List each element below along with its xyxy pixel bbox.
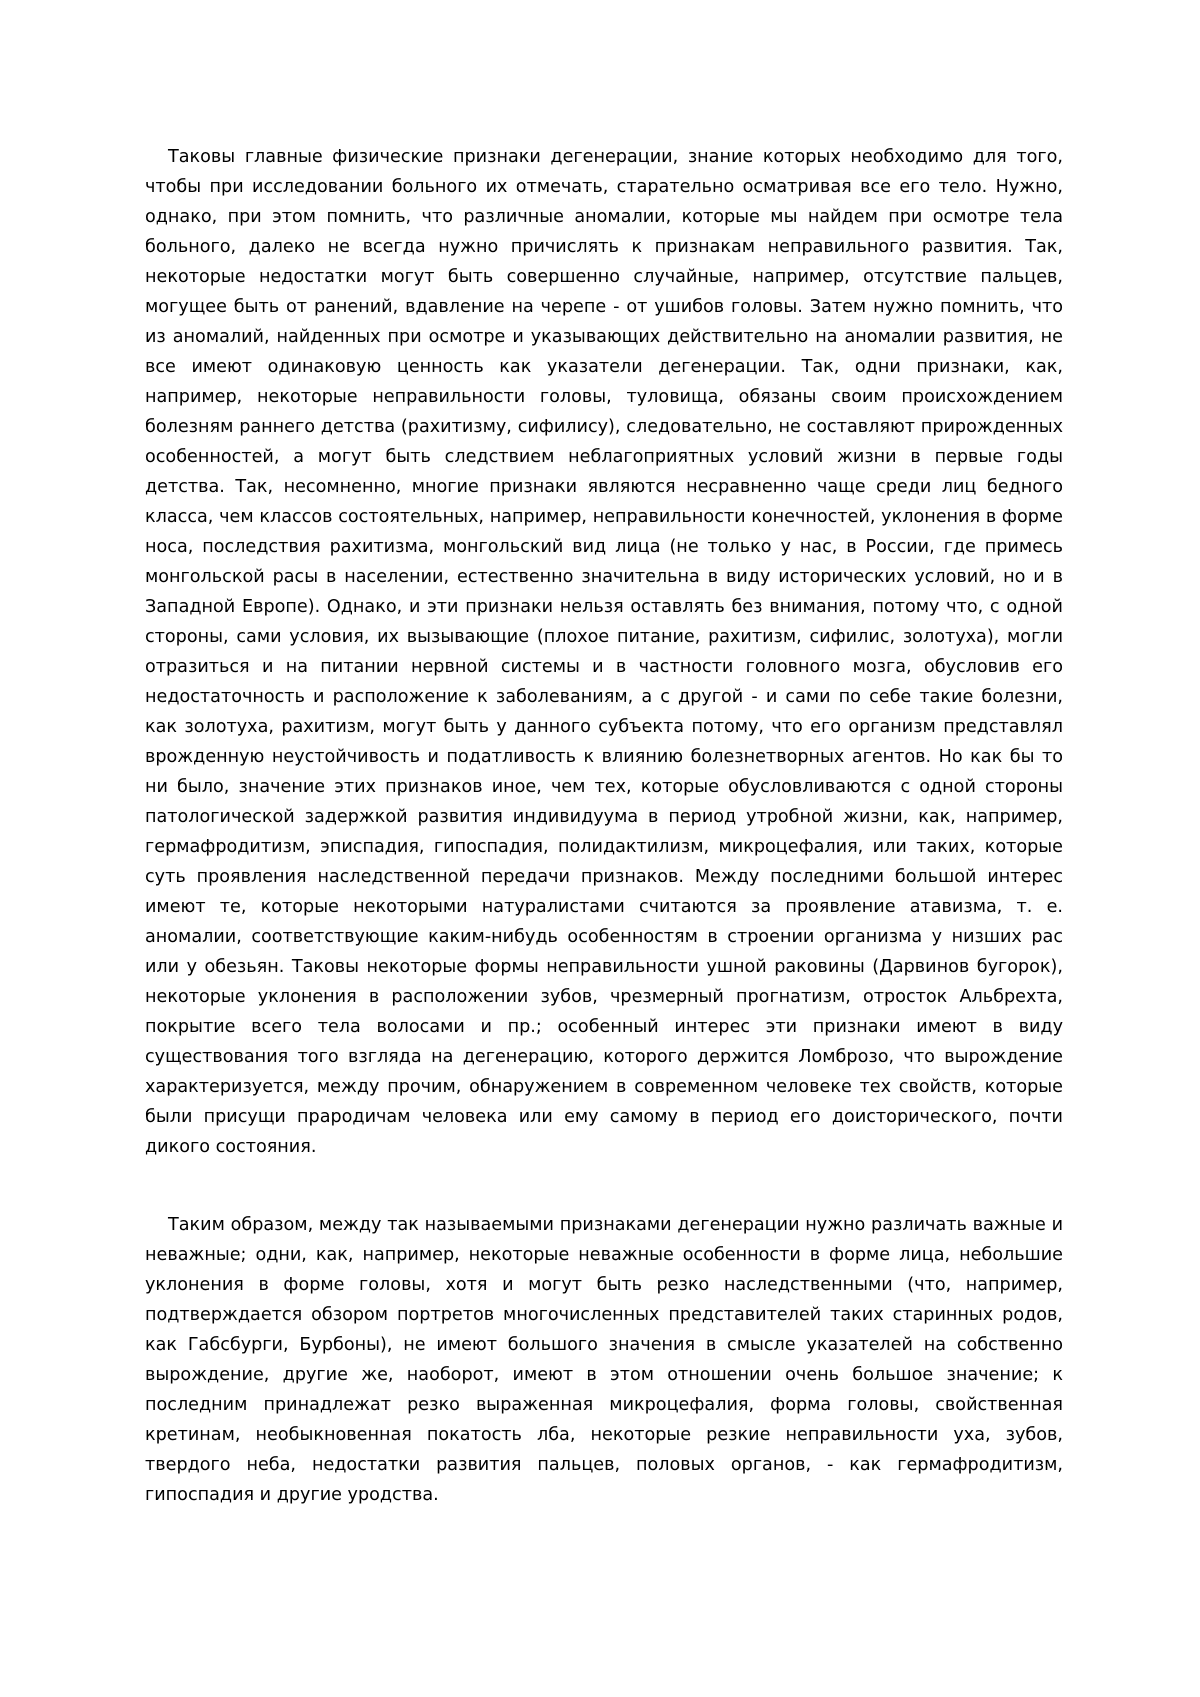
text-block-2 [145, 1210, 1063, 1510]
text-block-1 [145, 142, 1063, 1162]
paragraph-degeneration-signs: Таковы главные физические признаки дегенерации, знание которых необходимо для того, чтобы при исследовании больного их отмечать, старательно осматривая все его тело. Нужно, однако, при этом помнить, что различные аномалии, которые мы найдем при осмотре тела больного, далеко не всегда нужно причислять к признакам неправильного развития. Так, некоторые недостатки могут быть совершенно случайные, например, отсутствие пальцев, могущее быть от ранений, вдавление на черепе - от ушибов головы. Затем нужно помнить, что из аномалий, найденных при осмотре и указывающих действительно на аномалии развития, не все имеют одинаковую ценность как указатели дегенерации. Так, одни признаки, как, например, некоторые неправильности головы, туловища, обязаны своим происхождением болезням раннего детства (рахитизму, сифилису), следовательно, не составляют прирожденных особенностей, а могут быть следствием неблагоприятных условий жизни в первые годы детства. Так, несомненно, многие признаки являются несравненно чаще среди лиц бедного класса, чем классов состоятельных, например, неправильности конечностей, уклонения в форме носа, последствия рахитизма, монгольский вид лица (не только у нас, в России, где примесь монгольской расы в населении, естественно значительна в виду исторических условий, но и в Западной Европе). Однако, и эти признаки нельзя оставлять без внимания, потому что, с одной стороны, сами условия, их вызывающие (плохое питание, рахитизм, сифилис, золотуха), могли отразиться и на питании нервной системы и в частности головного мозга, обусловив его недостаточность и расположение к заболеваниям, а с другой - и сами по себе такие болезни, как золотуха, рахитизм, могут быть у данного субъекта потому, что его организм представлял врожденную неустойчивость и податливость к влиянию болезнетворных агентов. Но как бы то ни было, значение этих признаков иное, чем тех, которые обусловливаются с одной стороны патологической задержкой развития индивидуума в период утробной жизни, как, например, гермафродитизм, эписпадия, гипоспадия, полидактилизм, микроцефалия, или таких, которые суть проявления наследственной передачи признаков. Между последними большой интерес имеют те, которые некоторыми натуралистами считаются за проявление атавизма, т. е. аномалии, соответствующие каким-нибудь особенностям в строении организма у низших рас или у обезьян. Таковы некоторые формы неправильности ушной раковины (Дарвинов бугорок), некоторые уклонения в расположении зубов, чрезмерный прогнатизм, отросток Альбрехта, покрытие всего тела волосами и пр.; особенный интерес эти признаки имеют в виду существования того взгляда на дегенерацию, которого держится Ломброзо, что вырождение характеризуется, между прочим, обнаружением в современном человеке тех свойств, которые были присущи прародичам человека или ему самому в период его доисторического, почти дикого состояния. [145, 147, 1063, 1157]
paragraph-important-signs: Таким образом, между так называемыми признаками дегенерации нужно различать важные и неважные; одни, как, например, некоторые неважные особенности в форме лица, небольшие уклонения в форме головы, хотя и могут быть резко наследственными (что, например, подтверждается обзором портретов многочисленных представителей таких старинных родов, как Габсбурги, Бурбоны), не имеют большого значения в смысле указателей на собственно вырождение, другие же, наоборот, имеют в этом отношении очень большое значение; к последним принадлежат резко выраженная микроцефалия, форма головы, свойственная кретинам, необыкновенная покатость лба, некоторые резкие неправильности уха, зубов, твердого неба, недостатки развития пальцев, половых органов, - как гермафродитизм, гипоспадия и другие уродства. [145, 1215, 1063, 1505]
